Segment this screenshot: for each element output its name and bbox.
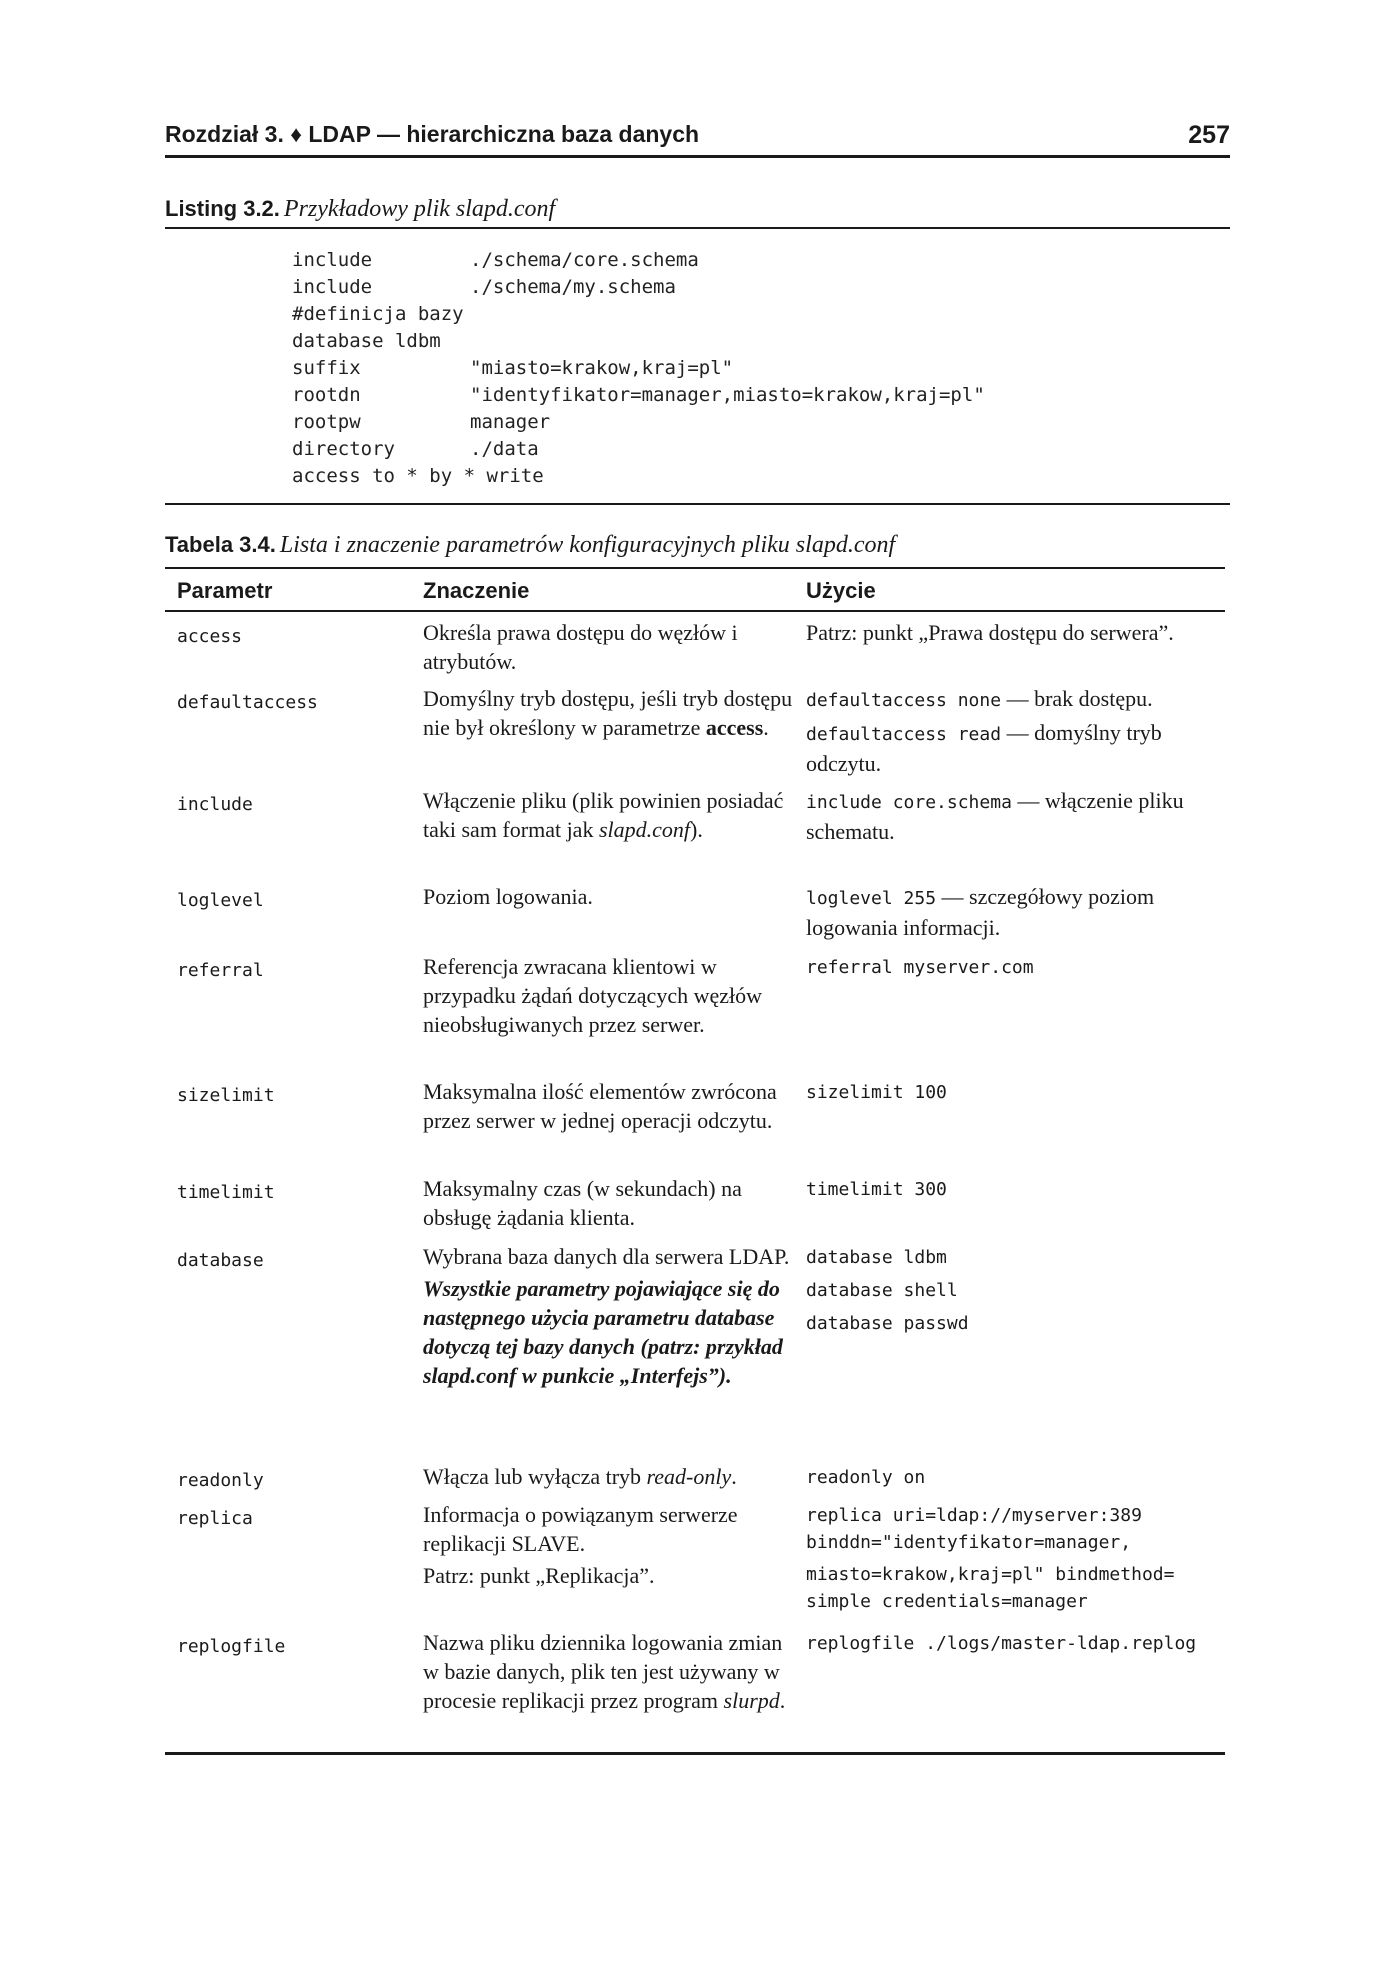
param-cell: defaultaccess xyxy=(177,692,318,713)
usage-cell: sizelimit 100 xyxy=(806,1082,947,1103)
meaning-end: . xyxy=(779,1688,786,1713)
chapter-title: Rozdział 3. ♦ LDAP — hierarchiczna baza danych xyxy=(165,121,700,147)
code-key: rootpw xyxy=(292,411,361,433)
table-row xyxy=(165,1174,1225,1242)
param-cell: database xyxy=(177,1250,264,1271)
usage-code: defaultaccess read xyxy=(806,724,1002,745)
table-row xyxy=(165,1500,1225,1628)
usage-cell xyxy=(806,1500,1226,1615)
param-cell: replica xyxy=(177,1508,253,1529)
meaning-end: ). xyxy=(690,817,703,842)
meaning-cell xyxy=(423,786,793,844)
code-line xyxy=(292,409,1192,436)
meaning-end: . xyxy=(763,715,769,740)
meaning-bold: access xyxy=(705,715,764,740)
meaning-end: . xyxy=(731,1464,737,1489)
meaning-cell: Maksymalna ilość elementów zwrócona przez serwer w jednej operacji odczytu. xyxy=(423,1079,777,1133)
table-row xyxy=(165,952,1225,1077)
meaning-text: Wybrana baza danych dla serwera LDAP. xyxy=(423,1244,790,1269)
table-row xyxy=(165,1462,1225,1500)
meaning-note: Wszystkie parametry pojawiające się do następnego użycia parametru database dotyczą tej bazy danych (patrz: przykład slapd.conf w punkcie „Interfejs”). xyxy=(423,1276,783,1388)
meaning-cell: Referencja zwracana klientowi w przypadku żądań dotyczących węzłów nieobsługiwanych przez serwer. xyxy=(423,954,763,1037)
usage-line: simple credentials=manager xyxy=(806,1591,1088,1612)
meaning-text: Patrz: punkt „Replikacja”. xyxy=(423,1563,655,1588)
param-cell: timelimit xyxy=(177,1182,275,1203)
code-line xyxy=(292,274,1192,301)
usage-line: database shell xyxy=(806,1280,958,1301)
listing-title: Przykładowy plik slapd.conf xyxy=(283,196,556,222)
code-value: "miasto=krakow,kraj=pl" xyxy=(470,357,734,379)
code-line xyxy=(292,247,1192,274)
usage-line: miasto=krakow,kraj=pl" bindmethod= xyxy=(806,1564,1175,1585)
usage-text: — domyślny tryb odczytu. xyxy=(806,720,1162,776)
code-key: include xyxy=(292,276,373,298)
meaning-text: Włącza lub wyłącza tryb xyxy=(423,1464,642,1489)
param-cell: access xyxy=(177,626,243,647)
table-row xyxy=(165,1628,1225,1748)
code-value: "identyfikator=manager,miasto=krakow,kraj=pl" xyxy=(470,384,985,406)
code-line xyxy=(292,328,1192,355)
code-key: access to * by * write xyxy=(292,465,544,487)
usage-text: — włączenie pliku schematu. xyxy=(806,788,1184,844)
meaning-text: Włączenie pliku (plik powinien posiadać taki sam format jak xyxy=(423,788,784,842)
usage-cell: readonly on xyxy=(806,1467,926,1488)
meaning-text: Domyślny tryb dostępu, jeśli tryb dostępu nie był określony w parametrze xyxy=(423,686,793,740)
usage-text: — szczegółowy poziom logowania informacji. xyxy=(806,884,1155,940)
table-title: Lista i znaczenie parametrów konfiguracyjnych pliku slapd.conf xyxy=(279,532,896,558)
code-key: suffix xyxy=(292,357,361,379)
code-line xyxy=(292,301,1192,328)
usage-code: defaultaccess none xyxy=(806,690,1002,711)
table-top-rule xyxy=(165,567,1225,569)
code-value: ./data xyxy=(470,438,539,460)
code-value: manager xyxy=(470,411,551,433)
header-param: Parametr xyxy=(177,578,273,603)
code-listing xyxy=(292,247,1192,490)
meaning-cell: Określa prawa dostępu do węzłów i atrybutów. xyxy=(423,620,738,674)
param-cell: replogfile xyxy=(177,1636,286,1657)
meaning-cell xyxy=(423,684,793,742)
page-number: 257 xyxy=(1188,121,1230,149)
table-row xyxy=(165,618,1225,684)
table-label: Tabela 3.4. xyxy=(165,532,276,557)
table-row xyxy=(165,684,1225,786)
code-line xyxy=(292,436,1192,463)
meaning-cell: Poziom logowania. xyxy=(423,884,593,909)
usage-line: database passwd xyxy=(806,1313,969,1334)
table-bottom-rule xyxy=(165,1752,1225,1755)
code-key: include xyxy=(292,249,373,271)
param-cell: readonly xyxy=(177,1470,264,1491)
code-line xyxy=(292,463,1192,490)
table-row xyxy=(165,1242,1225,1462)
param-cell: sizelimit xyxy=(177,1085,275,1106)
meaning-cell xyxy=(423,1242,793,1390)
table-body xyxy=(165,612,1225,1748)
listing-caption xyxy=(165,196,1230,229)
table-row xyxy=(165,786,1225,882)
usage-cell: replogfile ./logs/master-ldap.replog xyxy=(806,1633,1197,1654)
meaning-text: Nazwa pliku dziennika logowania zmian w bazie danych, plik ten jest używany w procesie replikacji przez program xyxy=(423,1630,783,1713)
meaning-cell xyxy=(423,1462,793,1491)
meaning-cell xyxy=(423,1628,793,1715)
code-value: ./schema/core.schema xyxy=(470,249,699,271)
usage-cell xyxy=(806,1242,1226,1343)
meaning-cell: Maksymalny czas (w sekundach) na obsługę żądania klienta. xyxy=(423,1176,742,1230)
usage-cell xyxy=(806,882,1226,942)
usage-cell: referral myserver.com xyxy=(806,957,1034,978)
meaning-italic: slapd.conf xyxy=(598,817,691,842)
table-caption xyxy=(165,532,1230,564)
meaning-text: Informacja o powiązanym serwerze replikacji SLAVE. xyxy=(423,1502,738,1556)
param-cell: referral xyxy=(177,960,264,981)
header-usage: Użycie xyxy=(806,578,876,603)
listing-label: Listing 3.2. xyxy=(165,196,280,221)
param-cell: include xyxy=(177,794,253,815)
usage-text: — brak dostępu. xyxy=(1001,686,1153,711)
usage-line xyxy=(806,718,1226,778)
usage-line: replica uri=ldap://myserver:389 xyxy=(806,1505,1142,1526)
usage-cell xyxy=(806,684,1226,778)
code-value: ./schema/my.schema xyxy=(470,276,676,298)
header-meaning: Znaczenie xyxy=(423,578,530,603)
table-header-row xyxy=(165,572,1225,612)
table-row xyxy=(165,882,1225,952)
code-line xyxy=(292,355,1192,382)
usage-line xyxy=(806,684,1226,715)
usage-line: database ldbm xyxy=(806,1247,947,1268)
usage-code: include core.schema xyxy=(806,792,1012,813)
param-cell: loglevel xyxy=(177,890,264,911)
code-key: database ldbm xyxy=(292,330,441,352)
usage-line: binddn="identyfikator=manager, xyxy=(806,1532,1132,1553)
code-comment: #definicja bazy xyxy=(292,303,464,325)
meaning-cell xyxy=(423,1500,793,1590)
usage-cell: Patrz: punkt „Prawa dostępu do serwera”. xyxy=(806,620,1174,645)
usage-code: loglevel 255 xyxy=(806,888,937,909)
code-key: directory xyxy=(292,438,395,460)
code-key: rootdn xyxy=(292,384,361,406)
usage-cell: timelimit 300 xyxy=(806,1179,947,1200)
listing-end-rule xyxy=(165,503,1230,505)
meaning-italic: slurpd xyxy=(723,1688,780,1713)
meaning-italic: read-only xyxy=(646,1464,732,1489)
code-line xyxy=(292,382,1192,409)
table-row xyxy=(165,1077,1225,1174)
running-header xyxy=(165,118,1230,158)
usage-cell xyxy=(806,786,1226,846)
